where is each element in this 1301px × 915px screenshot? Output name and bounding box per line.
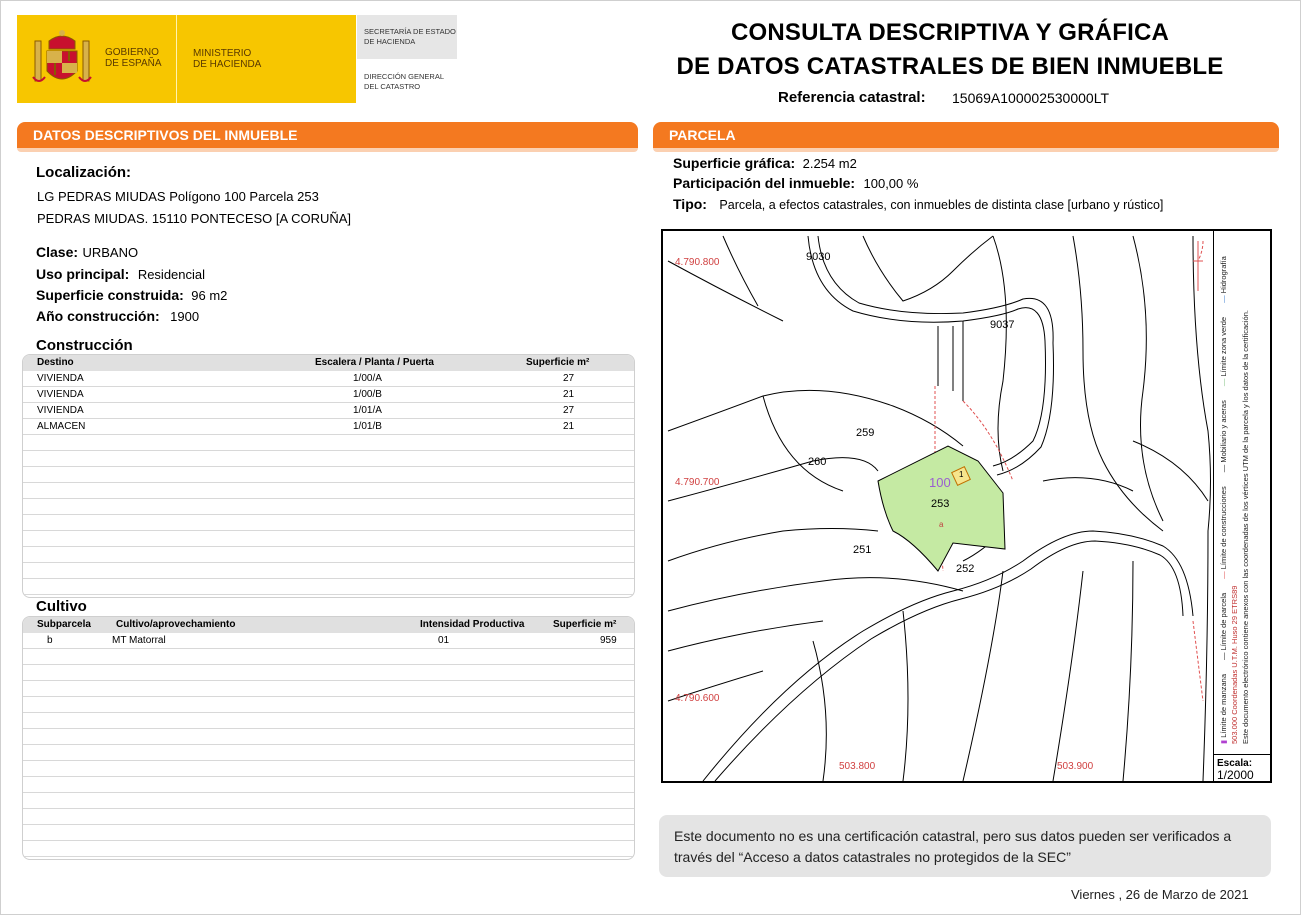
cell-escalera: 1/01/B xyxy=(353,421,382,432)
utm-note: 503.000 Coordenadas U.T.M. Huso 29 ETRS89 xyxy=(1230,585,1239,744)
cell-escalera: 1/00/B xyxy=(353,389,382,400)
empty-row xyxy=(23,713,634,729)
date-text: Viernes , 26 de Marzo de 2021 xyxy=(1071,887,1249,902)
legend-item: — Mobiliario y aceras xyxy=(1219,400,1228,473)
construccion-table xyxy=(22,354,635,598)
parcel-label: 251 xyxy=(853,544,872,556)
legend-item: — Límite de construcciones xyxy=(1219,486,1228,579)
cell-subparcela: b xyxy=(47,635,53,646)
parcel-label: 9030 xyxy=(806,251,831,263)
subparcel-mark: a xyxy=(939,520,944,529)
coord-label: 4.790.600 xyxy=(675,693,720,704)
ref-label: Referencia catastral: xyxy=(778,89,926,106)
ministerio-text: MINISTERIO DE HACIENDA xyxy=(193,48,262,70)
scale-label: Escala: xyxy=(1217,758,1253,769)
localizacion-label: Localización: xyxy=(36,164,132,181)
parcel-label: 260 xyxy=(808,456,827,468)
page-title: CONSULTA DESCRIPTIVA Y GRÁFICA DE DATOS CATASTRALES DE BIEN INMUEBLE xyxy=(676,19,1224,80)
empty-row xyxy=(23,825,634,841)
col-superficie: Superficie m² xyxy=(526,357,590,368)
superficie-label: Superficie construida: xyxy=(36,287,184,303)
coord-label: 4.790.800 xyxy=(675,257,720,268)
superficie-row xyxy=(36,287,227,305)
coord-label: 503.800 xyxy=(839,761,876,772)
legend-item: — Hidrografía xyxy=(1219,256,1228,303)
tipo-label: Tipo: xyxy=(673,196,707,212)
empty-row xyxy=(23,841,634,857)
clase-label: Clase: xyxy=(36,244,79,260)
cell-destino: VIVIENDA xyxy=(37,373,84,384)
empty-row xyxy=(23,729,634,745)
empty-row xyxy=(23,563,634,579)
cultivo-header-row xyxy=(23,617,634,633)
building-number: 1 xyxy=(959,470,964,479)
tipo-value: Parcela, a efectos catastrales, con inmuebles de distinta clase [urbano y rústico] xyxy=(719,198,1164,212)
clase-value: URBANO xyxy=(82,245,139,260)
cell-superficie: 21 xyxy=(563,421,575,432)
table-row xyxy=(23,633,634,649)
parcel-label: 252 xyxy=(956,563,975,575)
empty-row xyxy=(23,467,634,483)
participacion-value: 100,00 % xyxy=(863,176,919,191)
section-header-datos: DATOS DESCRIPTIVOS DEL INMUEBLE xyxy=(17,122,638,148)
table-row xyxy=(23,371,634,387)
coord-label: 4.790.700 xyxy=(675,477,720,488)
coord-label: 503.900 xyxy=(1057,761,1094,772)
direccion-text: DIRECCIÓN GENERAL DEL CATASTRO xyxy=(364,72,445,91)
parcel-label: 9037 xyxy=(990,319,1015,331)
empty-row xyxy=(23,809,634,825)
superficie-value: 96 m2 xyxy=(191,288,228,303)
anio-value: 1900 xyxy=(170,309,200,324)
parcel-label: 100 xyxy=(929,475,951,490)
col-intensidad: Intensidad Productiva xyxy=(420,619,525,630)
table-row xyxy=(23,403,634,419)
cell-cultivo: MT Matorral xyxy=(112,635,166,646)
construccion-title: Construcción xyxy=(36,337,133,354)
tipo-row xyxy=(673,196,1163,214)
parcel-label: 253 xyxy=(931,498,950,510)
construccion-header-row xyxy=(23,355,634,371)
cultivo-title: Cultivo xyxy=(36,598,87,615)
cell-superficie: 27 xyxy=(563,405,575,416)
legend-item: ▮ Límite de manzana xyxy=(1219,673,1228,744)
coat-of-arms-icon xyxy=(31,27,93,96)
cell-intensidad: 01 xyxy=(438,635,450,646)
localizacion-line1: LG PEDRAS MIUDAS Polígono 100 Parcela 253 xyxy=(37,189,319,204)
scale-box xyxy=(1213,754,1270,782)
empty-row xyxy=(23,697,634,713)
legend-rotated xyxy=(1219,254,1275,744)
empty-row xyxy=(23,499,634,515)
col-escalera: Escalera / Planta / Puerta xyxy=(315,357,434,368)
empty-row xyxy=(23,665,634,681)
empty-row xyxy=(23,579,634,595)
parcel-label: 259 xyxy=(856,427,875,439)
notice-text: Este documento no es una certificación catastral, pero sus datos pueden ser verificados a través del “Acceso a datos catastrales no protegidos de la SEC” xyxy=(674,828,1232,865)
localizacion-line2: PEDRAS MIUDAS. 15110 PONTECESO [A CORUÑA] xyxy=(37,211,352,226)
table-row xyxy=(23,387,634,403)
cell-destino: ALMACEN xyxy=(37,421,86,432)
legend-item: — Límite zona verde xyxy=(1219,316,1228,387)
cell-superficie: 27 xyxy=(563,373,575,384)
empty-row xyxy=(23,745,634,761)
cell-superficie: 21 xyxy=(563,389,575,400)
logo-divider xyxy=(176,15,177,103)
scale-value: 1/2000 xyxy=(1217,768,1254,782)
participacion-label: Participación del inmueble: xyxy=(673,175,856,191)
section-header-underline xyxy=(653,148,1279,152)
uso-row xyxy=(36,266,205,284)
empty-row xyxy=(23,451,634,467)
cell-destino: VIVIENDA xyxy=(37,405,84,416)
section-header-parcela: PARCELA xyxy=(653,122,1279,148)
sup-grafica-label: Superficie gráfica: xyxy=(673,155,796,171)
table-row xyxy=(23,419,634,435)
col-cultivo: Cultivo/aprovechamiento xyxy=(116,619,236,630)
empty-row xyxy=(23,649,634,665)
empty-row xyxy=(23,793,634,809)
empty-row xyxy=(23,761,634,777)
sup-grafica-row xyxy=(673,155,857,173)
empty-row xyxy=(23,681,634,697)
section-header-underline xyxy=(17,148,638,152)
col-subparcela: Subparcela xyxy=(37,619,91,630)
empty-row xyxy=(23,777,634,793)
empty-row xyxy=(23,435,634,451)
anio-row xyxy=(36,308,199,326)
participacion-row xyxy=(673,175,918,193)
cell-superficie: 959 xyxy=(600,635,617,646)
doc-note: Este documento electrónico contiene anexos con las coordenadas de los vértices UTM de la parcela y los datos de la certificación. xyxy=(1241,310,1250,744)
col-superficie: Superficie m² xyxy=(553,619,617,630)
ref-value: 15069A100002530000LT xyxy=(952,90,1110,106)
empty-row xyxy=(23,483,634,499)
cadastral-map[interactable] xyxy=(661,229,1272,783)
cell-escalera: 1/01/A xyxy=(353,405,382,416)
clase-row xyxy=(36,244,138,262)
anio-label: Año construcción: xyxy=(36,308,160,324)
empty-row xyxy=(23,531,634,547)
col-destino: Destino xyxy=(37,357,74,368)
uso-label: Uso principal: xyxy=(36,266,130,282)
empty-row xyxy=(23,515,634,531)
cultivo-table xyxy=(22,616,635,860)
secretaria-text: SECRETARÍA DE ESTADO DE HACIENDA xyxy=(364,27,456,46)
uso-value: Residencial xyxy=(137,267,206,282)
map-legend xyxy=(1213,231,1271,781)
legend-item: — Límite de parcela xyxy=(1219,592,1228,660)
cell-escalera: 1/00/A xyxy=(353,373,382,384)
cell-destino: VIVIENDA xyxy=(37,389,84,400)
empty-row xyxy=(23,547,634,563)
sup-grafica-value: 2.254 m2 xyxy=(802,156,857,171)
gobierno-text: GOBIERNO DE ESPAÑA xyxy=(105,47,162,69)
